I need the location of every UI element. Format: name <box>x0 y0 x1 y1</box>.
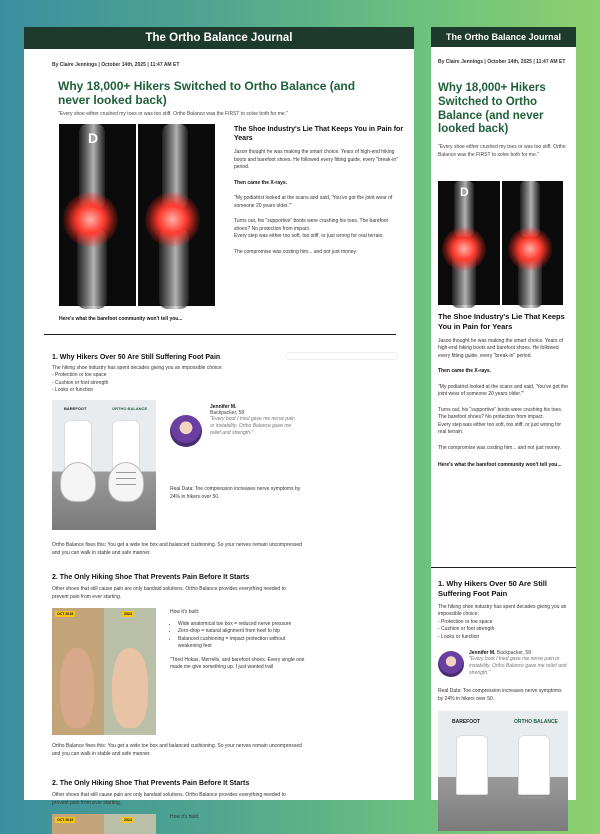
avatar <box>170 415 202 447</box>
subhead: "Every shoe either crushed my toes or was too stiff. Ortho Balance was the FIRST to solve both for me." <box>58 111 288 117</box>
section-lie-p3: "My podiatrist looked at the scans and said, 'You've got the joint wear of someone 20 years older.'" <box>234 195 393 209</box>
feet-progress-image <box>52 608 156 735</box>
section2-title: 2. The Only Hiking Shoe That Prevents Pain Before It Starts <box>52 574 250 581</box>
section-lie-p1: Jason thought he was making the smart choice. Years of high-end hiking boots and barefoot shoes. He followed every fitting guide, every "break-in" period. <box>234 149 398 171</box>
desktop-article <box>24 27 414 822</box>
image-letter: D <box>460 185 469 199</box>
reviewer: Jennifer M. Backpacker, 58 <box>210 404 245 416</box>
date-tag: OCT 2019 <box>57 612 74 616</box>
ortho-balance-label: ORTHO BALANCE <box>112 406 148 411</box>
knee-xray-image <box>59 124 215 306</box>
sidebar-box <box>286 352 398 360</box>
section2-intro: Other shoes that still cause pain are only bandaid solutions. Ortho Balance provides everything needed to prevent pain from ever starting. <box>52 586 286 600</box>
divider <box>44 334 396 335</box>
section1-intro: The hiking shoe industry has spent decades giving you an impossible choice: <box>52 365 223 371</box>
how-built-label: How it's built: <box>170 814 200 820</box>
real-data-stat: Real Data: Toe compression increases nerve symptoms by 24% in hikers over 50. <box>438 688 562 702</box>
real-data-stat: Real Data: Toe compression increases nerve symptoms by 24% in hikers over 50. <box>170 486 301 500</box>
barefoot-cta: Here's what the barefoot community won't tell you... <box>438 462 562 468</box>
reviewer: Jennifer M. Backpacker, 58 <box>469 650 531 656</box>
date-tag: OCT 2019 <box>57 818 74 822</box>
how-built-label: How it's built: <box>170 609 200 615</box>
section-lie-p4: Turns out, his "supportive" boots were crushing his toes. The barefoot shoes? No protection from impact. <box>438 406 563 420</box>
section-lie-p2: Then came the X-rays. <box>234 179 288 186</box>
site-title-bar: The Ortho Balance Journal <box>431 27 576 47</box>
section1-title: 1. Why Hikers Over 50 Are Still Suffering Foot Pain <box>52 354 221 361</box>
barefoot-label: BAREFOOT <box>452 719 481 725</box>
image-letter: D <box>88 130 99 146</box>
divider <box>431 567 576 568</box>
section1-fix: Ortho Balance fixes this: You get a wide toe box and balanced cushioning. So your nerves remain uncompressed and you can walk in stable and safe manner. <box>52 542 302 556</box>
section-lie-p5: Every step was either too soft, too stiff, or just wrong for real terrain. <box>234 233 384 240</box>
mobile-article <box>431 27 576 800</box>
section-lie-title: The Shoe Industry's Lie That Keeps You in Pain for Years <box>438 312 565 331</box>
list-item: - Looks or function <box>52 387 94 393</box>
list-item: - Cushion or foot strength <box>438 626 495 632</box>
feature-item: • Zero-drop = natural alignment from heel to hip <box>178 628 305 636</box>
feature-item: • Balanced cushioning = impact protection without weakening feet <box>178 636 305 651</box>
section-lie-p4: Turns out, his "supportive" boots were crushing his toes. The barefoot shoes? No protection from impact. <box>234 218 388 232</box>
subhead: "Every shoe either crushed my toes or was too stiff. Ortho Balance was the FIRST to solve both for me." <box>438 144 566 158</box>
shoes-comparison-image <box>438 711 568 831</box>
shoes-comparison-image <box>52 400 156 530</box>
section-lie-p2: Then came the X-rays. <box>438 368 492 374</box>
section-lie-p6: The compromise was costing him... and not just money. <box>438 444 562 451</box>
date-tag: 2024 <box>124 818 132 822</box>
avatar <box>438 651 464 677</box>
review-quote: "Every boot I tried gave me nerve pain or instability. Ortho Balance gave me relief and strength." <box>469 656 567 676</box>
headline: Why 18,000+ Hikers Switched to Ortho Balance (and never looked back) <box>438 82 546 136</box>
section-lie-p3: "My podiatrist looked at the scans and said, 'You've got the joint wear of someone 20 years older.'" <box>438 383 568 397</box>
section1-list <box>52 372 108 395</box>
date-tag: 2024 <box>124 612 132 616</box>
feature-item: • Wide anatomical toe box = reduced nerve pressure <box>178 621 305 629</box>
review-quote: "Every boot I tried gave me nerve pain or instability. Ortho Balance gave me relief and strength." <box>210 416 295 436</box>
list-item: - Protection or toe space <box>438 618 493 625</box>
knee-xray-image <box>438 181 563 305</box>
headline: Why 18,000+ Hikers Switched to Ortho Balance (and never looked back) <box>58 79 356 108</box>
list-item: - Protection or toe space <box>52 372 107 378</box>
section2-quote: "Tried Hokas, Merrells, and barefoot shoes. Every single one made me give something up. I just wanted trail <box>170 656 305 670</box>
section-lie-p5: Every step was either too soft, too stiff, or just wrong for real terrain. <box>438 421 562 435</box>
section1-title: 1. Why Hikers Over 50 Are Still Suffering Foot Pain <box>438 579 547 598</box>
barefoot-label: BAREFOOT <box>64 406 87 411</box>
section-lie-title: The Shoe Industry's Lie That Keeps You in Pain for Years <box>234 126 404 143</box>
site-title-bar: The Ortho Balance Journal <box>24 27 414 49</box>
feature-list <box>170 621 305 651</box>
byline: By Claire Jennings | October 14th, 2025 | 11:47 AM ET <box>438 59 566 65</box>
section1-intro: The hiking shoe industry has spent decades giving you an impossible choice: <box>438 603 567 617</box>
section-lie-p1: Jason thought he was making the smart choice. Years of high-end hiking boots and barefoot shoes. He followed every fitting guide, every "break-in" period. <box>438 337 564 359</box>
list-item: - Looks or function <box>438 633 480 640</box>
barefoot-cta: Here's what the barefoot community won't tell you... <box>59 316 183 322</box>
section2-fix: Ortho Balance fixes this: You get a wide toe box and balanced cushioning. So your nerves remain uncompressed and you can walk in stable and safe manner. <box>52 743 302 757</box>
section2-title-repeat: 2. The Only Hiking Shoe That Prevents Pain Before It Starts <box>52 780 250 787</box>
ortho-balance-label: ORTHO BALANCE <box>514 719 558 725</box>
list-item: - Cushion or foot strength <box>52 379 109 386</box>
byline: By Claire Jennings | October 14th, 2025 | 11:47 AM ET <box>52 62 180 68</box>
section-lie-p6: The compromise was costing him... and not just money. <box>234 248 358 255</box>
feet-progress-image <box>52 814 156 834</box>
section2-intro-repeat: Other shoes that still cause pain are only bandaid solutions. Ortho Balance provides everything needed to prevent pain from ever starting. <box>52 792 286 806</box>
